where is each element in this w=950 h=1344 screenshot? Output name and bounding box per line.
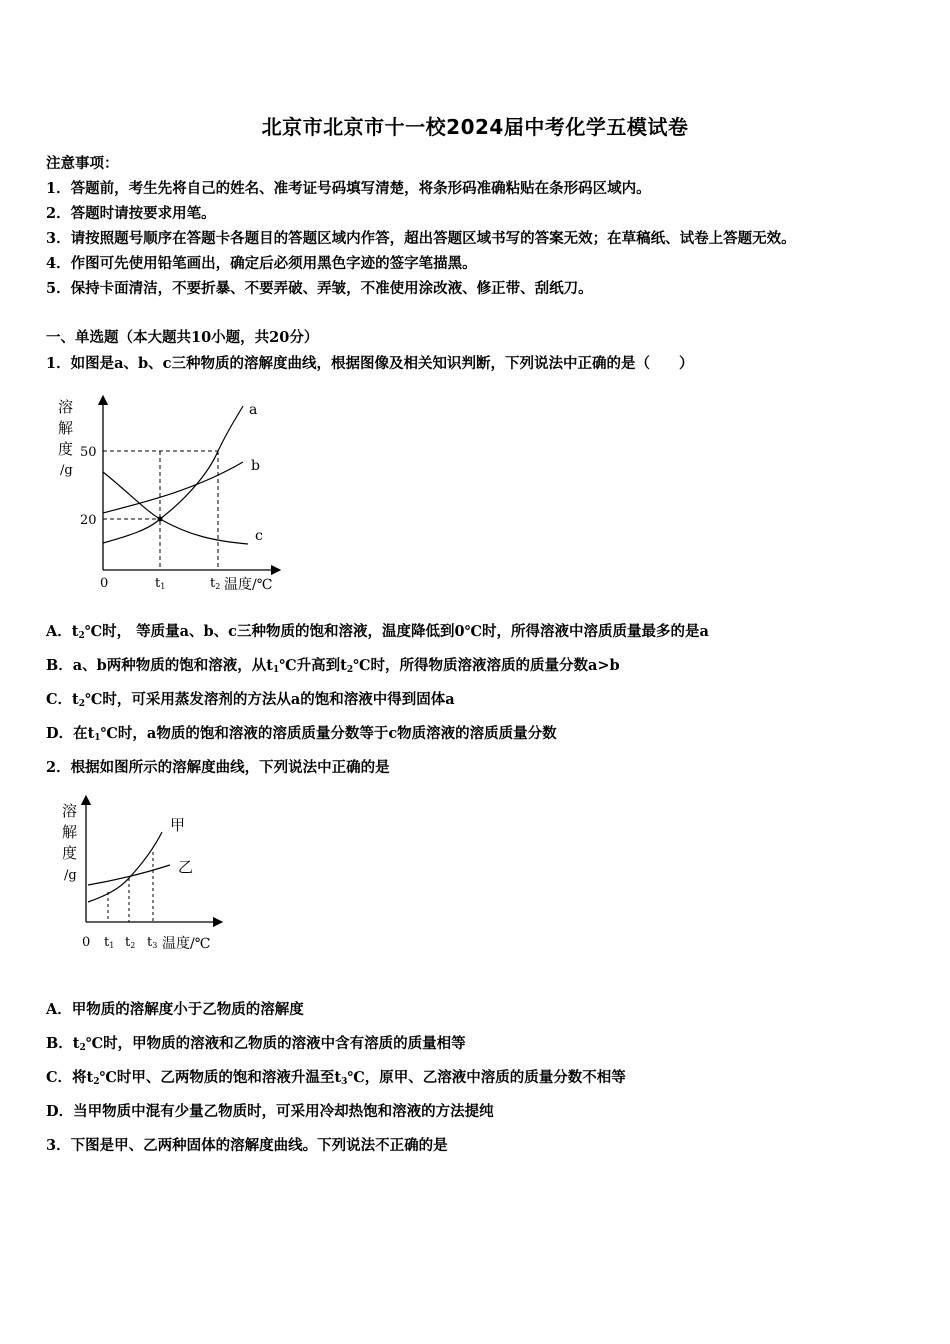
ylabel-char: 溶	[62, 802, 78, 820]
question-stem: 2．根据如图所示的溶解度曲线，下列说法中正确的是	[46, 759, 390, 776]
xtick-label: t1	[155, 576, 166, 591]
xtick-label: t1	[104, 935, 115, 950]
ylabel-char: 解	[62, 823, 78, 841]
ylabel-char: 度	[58, 440, 74, 458]
curve-label-a: a	[249, 402, 258, 418]
option-b: B．$t_2℃$时，甲物质的溶液和乙物质的溶液中含有溶质的质量相等	[46, 1035, 466, 1053]
option-a: A．$t_2℃$时， 等质量a、b、c三种物质的饱和溶液，温度降低到0℃时，所得溶液中溶质质量最多的是a	[46, 623, 709, 641]
notice-item: 4．作图可先使用铅笔画出，确定后必须用黑色字迹的签字笔描黑。	[46, 255, 477, 272]
section-heading: 一、单选题（本大题共10小题，共20分）	[46, 329, 319, 346]
option-d: D．当甲物质中混有少量乙物质时，可采用冷却热饱和溶液的方法提纯	[46, 1103, 494, 1120]
ytick-label: 50	[80, 445, 97, 460]
xtick-label: t2	[125, 935, 136, 950]
question-stem: 1．如图是a、b、c三种物质的溶解度曲线，根据图像及相关知识判断，下列说法中正确的是（ ）	[46, 355, 694, 372]
xtick-label: 0	[100, 576, 109, 591]
xtick-label: t3	[147, 935, 158, 950]
notice-item: 2．答题时请按要求用笔。	[46, 205, 216, 222]
notice-item: 1．答题前，考生先将自己的姓名、准考证号码填写清楚，将条形码准确粘贴在条形码区域内。	[46, 180, 651, 197]
notice-item: 3．请按照题号顺序在答题卡各题目的答题区域内作答，超出答题区域书写的答案无效；在草稿纸、试卷上答题无效。	[46, 230, 796, 247]
xaxis-title: 温度/℃	[162, 936, 211, 952]
xaxis-title: 温度/℃	[224, 577, 273, 593]
ylabel-char: 溶	[58, 398, 74, 416]
ylabel-char: 解	[58, 419, 74, 437]
ylabel-char: /g	[60, 463, 73, 478]
curve-yi	[88, 865, 170, 885]
notice-heading: 注意事项：	[46, 155, 119, 172]
page-title: 北京市北京市十一校2024届中考化学五模试卷	[261, 115, 689, 139]
ytick-label: 20	[80, 513, 97, 528]
curve-label-jia: 甲	[170, 816, 186, 834]
curve-jia	[88, 832, 162, 902]
notice-item: 5．保持卡面清洁，不要折暴、不要弄破、弄皱，不准使用涂改液、修正带、刮纸刀。	[46, 280, 593, 297]
question-stem: 3．下图是甲、乙两种固体的溶解度曲线。下列说法不正确的是	[46, 1137, 448, 1154]
curve-b	[103, 462, 243, 513]
option-b: B．a、b两种物质的饱和溶液，从$t_1℃$升高到$t_2℃$时，所得物质溶液溶质的质量分数a>b	[46, 657, 620, 675]
q1-solubility-figure	[50, 388, 290, 598]
option-c: C．将$t_2℃$时甲、乙两物质的饱和溶液升温至$t_3℃$，原甲、乙溶液中溶质的质量分数不相等	[46, 1069, 626, 1087]
xtick-label: 0	[82, 935, 91, 950]
curve-label-c: c	[255, 528, 263, 544]
intersection-point	[158, 517, 163, 522]
option-a: A．甲物质的溶解度小于乙物质的溶解度	[46, 1001, 304, 1018]
curve-c	[103, 472, 248, 544]
option-c: C．$t_2℃$时，可采用蒸发溶剂的方法从a的饱和溶液中得到固体a	[46, 691, 455, 709]
option-d: D．在$t_1℃$时，a物质的饱和溶液的溶质质量分数等于c物质溶液的溶质质量分数	[46, 725, 557, 743]
curve-label-b: b	[251, 458, 260, 474]
curve-label-yi: 乙	[178, 858, 194, 876]
ylabel-char: 度	[62, 844, 78, 862]
q2-solubility-figure	[58, 792, 238, 957]
ylabel-char: /g	[64, 868, 77, 883]
xtick-label: t2	[210, 576, 221, 591]
curve-a	[103, 406, 243, 543]
